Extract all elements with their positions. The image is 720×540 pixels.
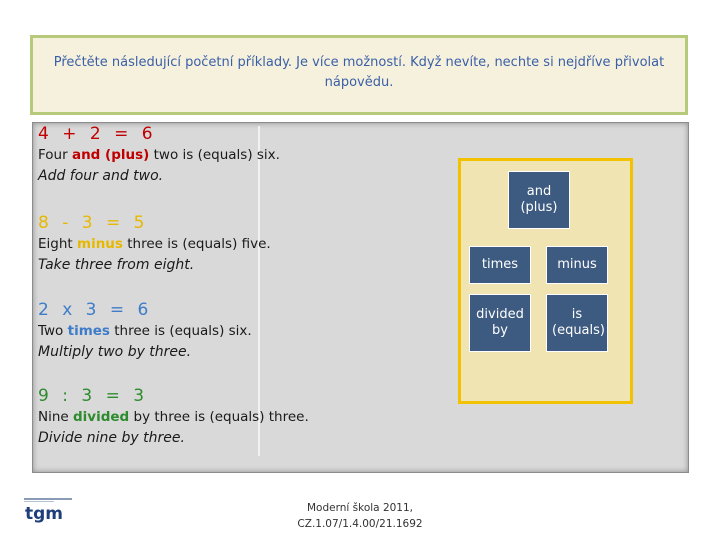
footer-line-2: CZ.1.07/1.4.00/21.1692 <box>297 518 423 530</box>
equation-addition: 4 + 2 = 6 <box>38 124 157 144</box>
footer-line-1: Moderní škola 2011, <box>307 502 413 514</box>
example-multiplication <box>38 300 252 362</box>
sentence-post: two is (equals) six. <box>149 147 280 163</box>
tgm-logo-image <box>24 497 72 527</box>
equation-multiplication: 2 x 3 = 6 <box>38 300 153 320</box>
example-division <box>38 386 309 448</box>
sentence-pre: Two <box>38 323 68 339</box>
sentence-post: three is (equals) five. <box>122 236 271 252</box>
hint-tile-and-plus[interactable] <box>508 171 570 229</box>
example-addition <box>38 124 280 186</box>
footer-project-info <box>280 500 440 532</box>
hint-label-divided-by: divided by <box>476 307 524 338</box>
tgm-logo <box>24 497 72 527</box>
sentence-post: by three is (equals) three. <box>129 409 309 425</box>
hint-tile-divided-by[interactable] <box>469 294 531 352</box>
sentence-subtraction <box>38 235 271 253</box>
sentence-pre: Four <box>38 147 72 163</box>
sentence-division <box>38 408 309 426</box>
italic-addition: Add four and two. <box>38 168 164 184</box>
example-subtraction <box>38 213 271 275</box>
hint-tile-is-equals[interactable] <box>546 294 608 352</box>
keyword-and-plus: and (plus) <box>71 147 150 163</box>
logo-text: tgm <box>25 504 64 524</box>
hint-tile-times[interactable] <box>469 246 531 284</box>
keyword-times: times <box>67 323 110 339</box>
italic-division: Divide nine by three. <box>38 430 185 446</box>
hint-label-minus: minus <box>557 257 597 272</box>
sentence-post: three is (equals) six. <box>109 323 252 339</box>
hint-label-and-plus: and (plus) <box>520 184 558 215</box>
equation-subtraction: 8 - 3 = 5 <box>38 213 149 233</box>
equation-division: 9 : 3 = 3 <box>38 386 149 406</box>
keyword-divided: divided <box>73 409 130 425</box>
instruction-text: Přečtěte následující početní příklady. Je více možností. Když nevíte, nechte si nejdříve přivolat nápovědu. <box>53 55 665 90</box>
sentence-pre: Eight <box>38 236 77 252</box>
sentence-multiplication <box>38 322 252 340</box>
sentence-pre: Nine <box>38 409 74 425</box>
keyword-minus: minus <box>77 236 123 252</box>
instruction-banner <box>30 35 688 115</box>
hint-label-is-equals: is (equals) <box>552 307 605 338</box>
italic-subtraction: Take three from eight. <box>38 257 195 273</box>
sentence-addition <box>38 146 280 164</box>
italic-multiplication: Multiply two by three. <box>38 344 192 360</box>
hint-tile-minus[interactable] <box>546 246 608 284</box>
hint-label-times: times <box>481 257 519 272</box>
